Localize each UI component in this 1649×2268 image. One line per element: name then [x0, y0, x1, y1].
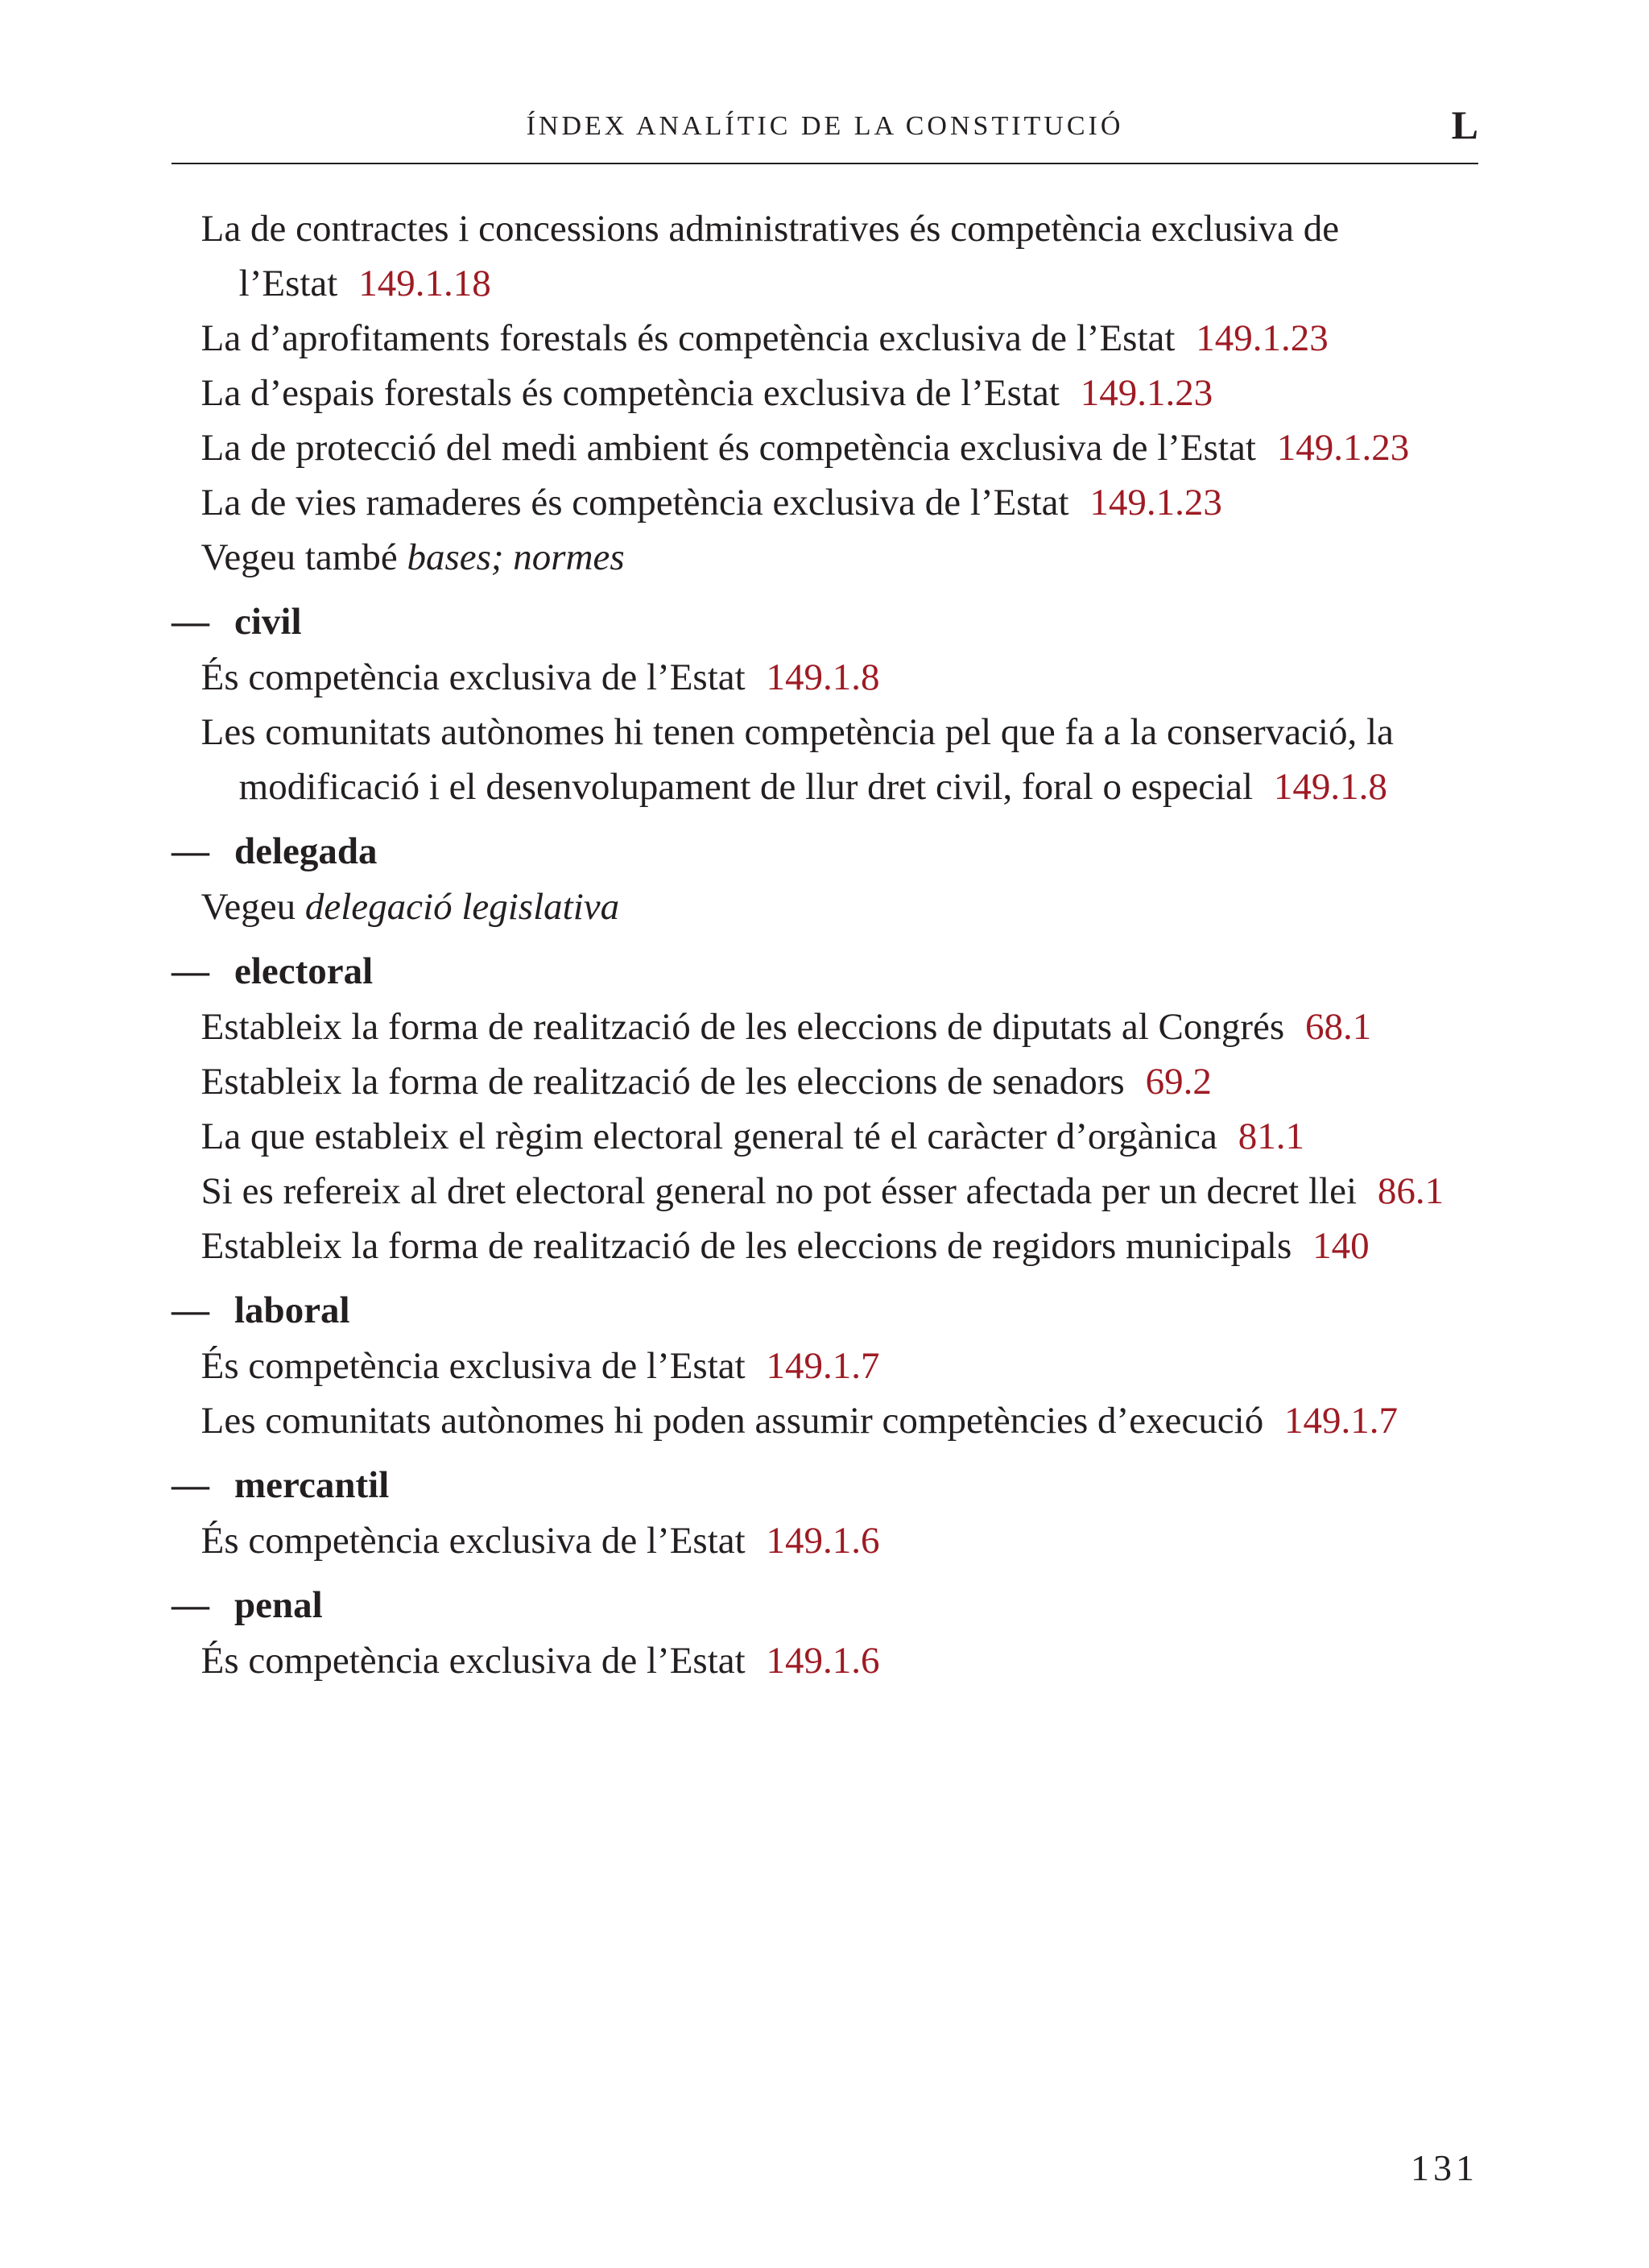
- entry-text: Estableix la forma de realització de les eleccions de regidors municipals: [200, 1225, 1292, 1267]
- index-entry: [172, 311, 1478, 366]
- em-dash: —: [172, 1584, 209, 1626]
- article-reference: 149.1.8: [766, 656, 880, 698]
- index-entry: [172, 705, 1478, 814]
- index-entry: [172, 1054, 1478, 1109]
- subentry-heading: [172, 594, 1478, 650]
- em-dash: —: [172, 601, 209, 643]
- entry-text: És competència exclusiva de l’Estat: [200, 1520, 746, 1562]
- article-reference: 149.1.23: [1276, 427, 1410, 469]
- entry-text: És competència exclusiva de l’Estat: [200, 1345, 746, 1387]
- em-dash: —: [172, 950, 209, 992]
- article-reference: 149.1.6: [766, 1520, 880, 1562]
- see-prefix: Vegeu: [200, 886, 296, 928]
- subentry-group-electoral: [172, 943, 1478, 1273]
- section-letter: L: [1451, 102, 1478, 147]
- subentry-term: mercantil: [234, 1464, 390, 1506]
- article-reference: 69.2: [1145, 1061, 1212, 1103]
- subentry-group-civil: [172, 594, 1478, 814]
- see-also-terms: bases; normes: [407, 536, 625, 578]
- entry-text: Les comunitats autònomes hi poden assumir competències d’execució: [200, 1400, 1264, 1442]
- index-entry: [172, 366, 1478, 420]
- subentry-term: electoral: [234, 950, 374, 992]
- article-reference: 149.1.8: [1273, 766, 1387, 808]
- article-reference: 140: [1312, 1225, 1370, 1267]
- subentry-term: laboral: [234, 1289, 350, 1331]
- index-content: [172, 201, 1478, 1688]
- entry-text: Les comunitats autònomes hi tenen competència pel que fa a la conservació, la modificació i el desenvolupament de llur dret civil, foral o especial: [200, 711, 1394, 808]
- article-reference: 149.1.7: [1284, 1400, 1399, 1442]
- entry-text: Estableix la forma de realització de les eleccions de diputats al Congrés: [200, 1006, 1285, 1048]
- index-entry: [172, 1109, 1478, 1164]
- subentry-term: civil: [234, 601, 302, 643]
- entry-text: És competència exclusiva de l’Estat: [200, 1640, 746, 1682]
- subentry-heading: [172, 1457, 1478, 1513]
- page-number: 131: [1411, 2147, 1478, 2188]
- entry-text: Si es refereix al dret electoral general no pot ésser afectada per un decret llei: [200, 1170, 1358, 1212]
- index-entry: [172, 1633, 1478, 1688]
- subentry-heading: [172, 1577, 1478, 1633]
- em-dash: —: [172, 830, 209, 872]
- entry-text: La d’espais forestals és competència exclusiva de l’Estat: [200, 372, 1060, 414]
- subentry-group-penal: [172, 1577, 1478, 1688]
- entry-text: La de protecció del medi ambient és competència exclusiva de l’Estat: [200, 427, 1256, 469]
- em-dash: —: [172, 1464, 209, 1506]
- see-entry: [172, 879, 1478, 934]
- see-terms: delegació legislativa: [304, 886, 620, 928]
- entry-text: Estableix la forma de realització de les eleccions de senadors: [200, 1061, 1125, 1103]
- see-also-entry: [172, 530, 1478, 585]
- index-entry: [172, 1219, 1478, 1273]
- article-reference: 149.1.23: [1089, 482, 1222, 524]
- subentry-heading: [172, 1282, 1478, 1339]
- article-reference: 68.1: [1305, 1006, 1372, 1048]
- index-entry: [172, 1513, 1478, 1568]
- entry-text: És competència exclusiva de l’Estat: [200, 656, 746, 698]
- entry-text: La d’aprofitaments forestals és competència exclusiva de l’Estat: [200, 317, 1176, 359]
- em-dash: —: [172, 1289, 209, 1331]
- running-title: ÍNDEX ANALÍTIC DE LA CONSTITUCIÓ: [526, 111, 1124, 141]
- index-entry: [172, 1393, 1478, 1448]
- article-reference: 149.1.18: [358, 263, 491, 304]
- see-also-prefix: Vegeu també: [200, 536, 398, 578]
- subentry-heading: [172, 823, 1478, 879]
- entry-text: La de vies ramaderes és competència exclusiva de l’Estat: [200, 482, 1069, 524]
- entry-text: La que estableix el règim electoral general té el caràcter d’orgànica: [200, 1115, 1217, 1157]
- subentry-group-laboral: [172, 1282, 1478, 1448]
- entry-text: La de contractes i concessions administratives és competència exclusiva de l’Estat: [200, 208, 1340, 304]
- subentry-heading: [172, 943, 1478, 999]
- article-reference: 81.1: [1238, 1115, 1304, 1157]
- subentry-term: delegada: [234, 830, 378, 872]
- article-reference: 149.1.7: [766, 1345, 880, 1387]
- index-entry: [172, 1164, 1478, 1219]
- index-entry: [172, 201, 1478, 311]
- article-reference: 149.1.23: [1080, 372, 1213, 414]
- index-entry: [172, 420, 1478, 475]
- article-reference: 149.1.6: [766, 1640, 880, 1682]
- index-entry: [172, 999, 1478, 1054]
- index-entry: [172, 1339, 1478, 1393]
- index-entry: [172, 650, 1478, 705]
- subentry-group-mercantil: [172, 1457, 1478, 1568]
- running-head: [172, 102, 1478, 164]
- index-entry: [172, 475, 1478, 530]
- subentry-group-delegada: [172, 823, 1478, 934]
- article-reference: 149.1.23: [1196, 317, 1329, 359]
- article-reference: 86.1: [1377, 1170, 1444, 1212]
- subentry-term: penal: [234, 1584, 323, 1626]
